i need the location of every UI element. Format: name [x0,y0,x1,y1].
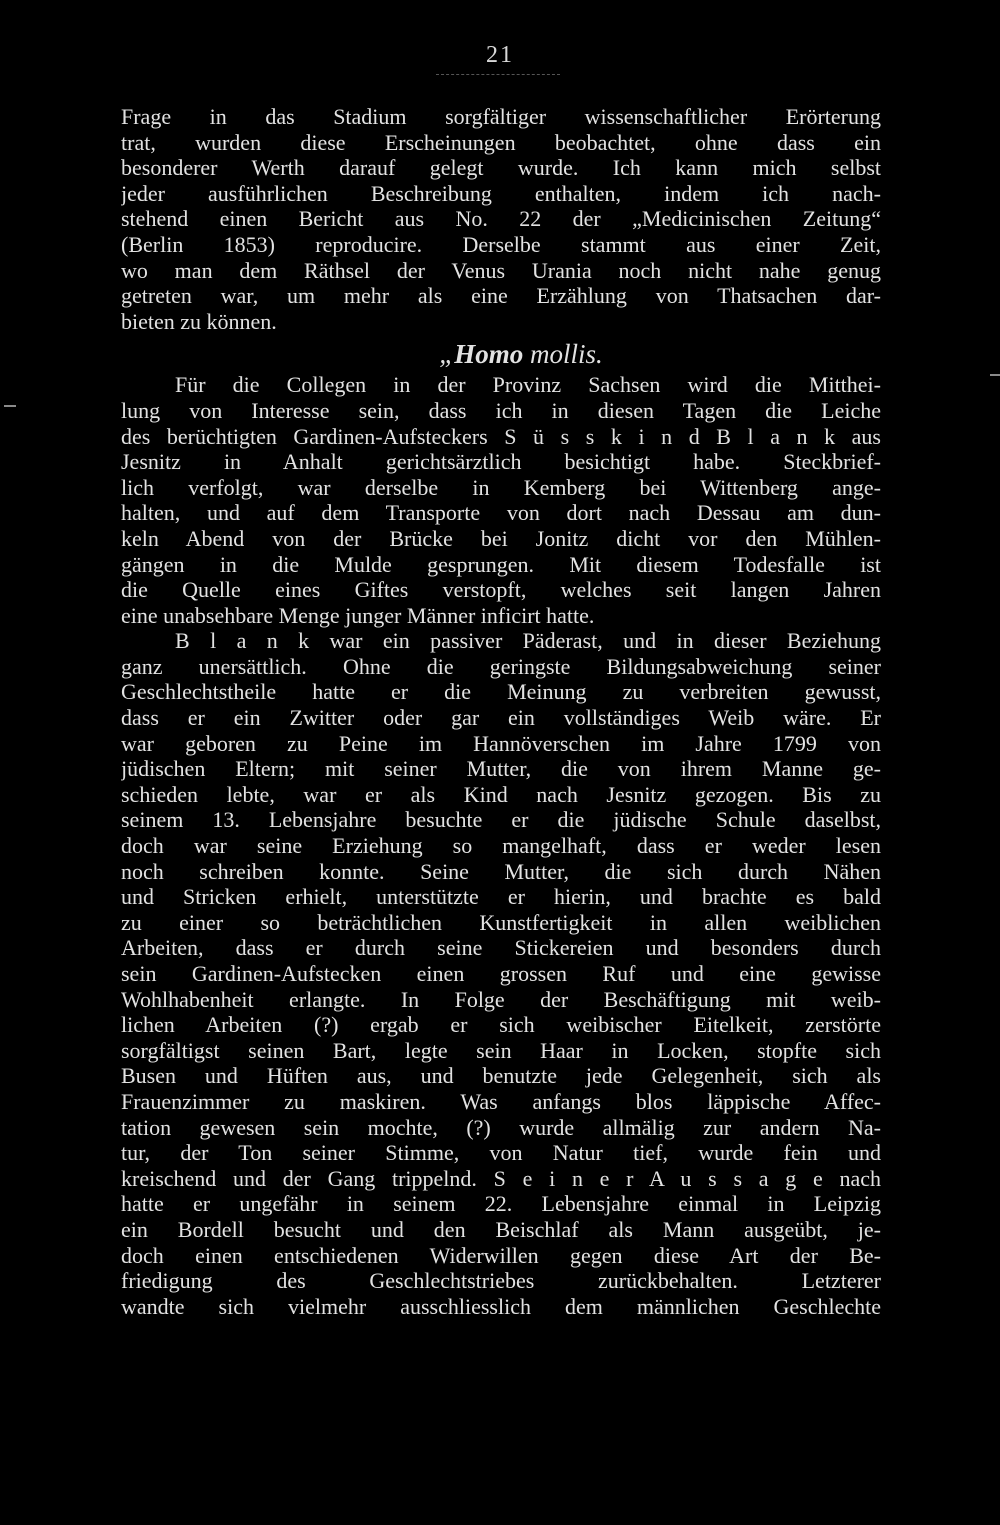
text-line: noch schreiben konnte. Seine Mutter, die sich durch Nähen [121,858,881,884]
text-line: getreten war, um mehr als eine Erzählung von Thatsachen dar- [121,283,881,309]
text-line: (Berlin 1853) reproducire. Derselbe stammt aus einer Zeit, [121,231,881,257]
paragraph-2 [121,628,881,1319]
page-number: 21 [486,42,514,68]
heading-bold-word: Homo [454,339,524,370]
text-line: keln Abend von der Brücke bei Jonitz dicht vor den Mühlen- [121,525,881,551]
text-line: Arbeiten, dass er durch seine Stickereien und besonders durch [121,935,881,961]
text-line: des berüchtigten Gardinen-Aufsteckers S ü s s k i n d B l a n k aus [121,423,881,449]
text-line: seinem 13. Lebensjahre besuchte er die jüdische Schule daselbst, [121,807,881,833]
section-heading [121,334,881,372]
text-line: Geschlechtstheile hatte er die Meinung zu verbreiten gewusst, [121,679,881,705]
margin-mark-left [4,405,16,407]
text-line: ganz unersättlich. Ohne die geringste Bildungsabweichung seiner [121,653,881,679]
text-line: halten, und auf dem Transporte von dort nach Dessau am dun- [121,500,881,526]
text-line: Frauenzimmer zu maskiren. Was anfangs blos läppische Affec- [121,1088,881,1114]
text-line: ein Bordell besucht und den Beischlaf als Mann ausgeübt, je- [121,1216,881,1242]
text-line: und Stricken erhielt, unterstützte er hierin, und brachte es bald [121,884,881,910]
text-line: lichen Arbeiten (?) ergab er sich weibischer Eitelkeit, zerstörte [121,1012,881,1038]
text-line: bieten zu können. [121,308,277,334]
text-line: lich verfolgt, war derselbe in Kemberg bei Wittenberg ange- [121,474,881,500]
header-rule [436,74,560,75]
intro-paragraph [121,104,881,334]
text-line: zu einer so beträchtlichen Kunstfertigkeit in allen weiblichen [121,909,881,935]
text-line: Wohlhabenheit erlangte. In Folge der Beschäftigung mit weib- [121,986,881,1012]
text-line: B l a n k war ein passiver Päderast, und in dieser Beziehung [175,628,881,654]
body-text [121,104,881,1319]
text-line: tur, der Ton seiner Stimme, von Natur tief, wurde fein und [121,1140,881,1166]
text-line: doch war seine Erziehung so mangelhaft, dass er weder lesen [121,833,881,859]
text-line: jüdischen Eltern; mit seiner Mutter, die von ihrem Manne ge- [121,756,881,782]
text-line: hatte er ungefähr in seinem 22. Lebensjahre einmal in Leipzig [121,1191,881,1217]
text-line: friedigung des Geschlechtstriebes zurückbehalten. Letzterer [121,1268,881,1294]
text-line: Für die Collegen in der Provinz Sachsen wird die Mitthei- [175,372,881,398]
text-line: tation gewesen sein mochte, (?) wurde allmälig zur andern Na- [121,1114,881,1140]
text-line: stehend einen Bericht aus No. 22 der „Medicinischen Zeitung“ [121,206,881,232]
text-line: Frage in das Stadium sorgfältiger wissenschaftlicher Erörterung [121,104,881,129]
text-line: doch einen entschiedenen Widerwillen gegen diese Art der Be- [121,1242,881,1268]
text-line: besonderer Werth darauf gelegt wurde. Ich kann mich selbst [121,155,881,181]
text-line: eine unabsehbare Menge junger Männer inficirt hatte. [121,602,595,628]
text-line: die Quelle eines Giftes verstopft, welches seit langen Jahren [121,577,881,603]
text-line: Busen und Hüften aus, und benutzte jede Gelegenheit, sich als [121,1063,881,1089]
text-line: wo man dem Räthsel der Venus Urania noch nicht nahe genug [121,257,881,283]
text-line: schieden lebte, war er als Kind nach Jesnitz gezogen. Bis zu [121,781,881,807]
text-line: trat, wurden diese Erscheinungen beobachtet, ohne dass ein [121,129,881,155]
text-line: kreischend und der Gang trippelnd. S e i n e r A u s s a g e nach [121,1165,881,1191]
text-line: sein Gardinen-Aufstecken einen grossen Ruf und eine gewisse [121,961,881,986]
text-line: war geboren zu Peine im Hannöverschen im Jahre 1799 von [121,730,881,756]
text-line: lung von Interesse sein, dass ich in diesen Tagen die Leiche [121,397,881,423]
margin-mark-right [990,374,1000,376]
text-line: sorgfältigst seinen Bart, legte sein Haar in Locken, stopfte sich [121,1037,881,1063]
heading-rest: mollis. [523,339,603,370]
text-line: jeder ausführlichen Beschreibung enthalten, indem ich nach- [121,180,881,206]
text-line: dass er ein Zwitter oder gar ein vollständiges Weib wäre. Er [121,705,881,731]
heading-quote: „ [439,339,455,370]
text-line: gängen in die Mulde gesprungen. Mit diesem Todesfalle ist [121,551,881,577]
text-line: wandte sich vielmehr ausschliesslich dem männlichen Geschlechte [121,1293,881,1319]
text-line: Jesnitz in Anhalt gerichtsärztlich besichtigt habe. Steckbrief- [121,449,881,475]
paragraph-1 [121,372,881,628]
